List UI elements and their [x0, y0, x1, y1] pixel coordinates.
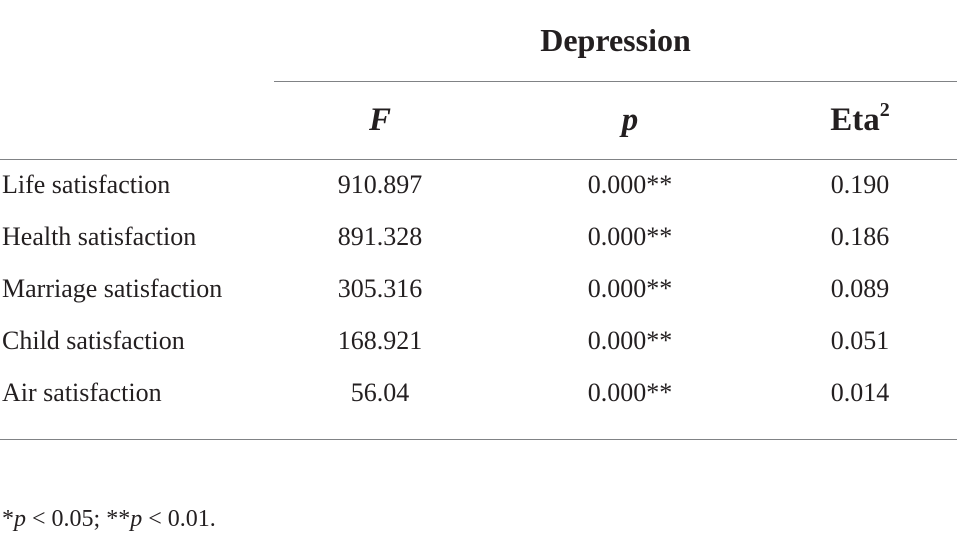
- cell-p: 0.000**: [587, 274, 673, 303]
- table-row: [0, 211, 957, 263]
- footnote-star-2: **: [106, 506, 131, 532]
- cell-f: 168.921: [337, 326, 423, 355]
- column-header-eta-label: Eta: [830, 102, 880, 138]
- cell-f: 891.328: [337, 222, 423, 251]
- cell-f: 305.316: [337, 274, 423, 303]
- table-bottom-rule: [0, 439, 957, 440]
- cell-eta: 0.190: [830, 170, 890, 199]
- cell-p: 0.000**: [587, 378, 673, 407]
- column-header-f-label: F: [368, 102, 391, 138]
- cell-f: 56.04: [350, 378, 410, 407]
- table-group-header: Depression: [540, 22, 691, 58]
- table-row: [0, 263, 957, 315]
- column-header-p-label: p: [621, 102, 639, 138]
- cell-eta: 0.089: [830, 274, 890, 303]
- column-header-eta: [790, 98, 930, 142]
- column-header-p: [560, 98, 700, 142]
- footnote-p-1: p: [14, 506, 26, 532]
- footnote-threshold-2: < 0.01.: [142, 506, 216, 532]
- cell-f: 910.897: [337, 170, 423, 199]
- row-label: Child satisfaction: [2, 326, 185, 355]
- row-label: Marriage satisfaction: [2, 274, 223, 303]
- table-row: [0, 315, 957, 367]
- table-row: [0, 159, 957, 211]
- column-header-eta-superscript: 2: [879, 99, 890, 121]
- cell-p: 0.000**: [587, 222, 673, 251]
- footnote-p-2: p: [130, 506, 143, 532]
- cell-p: 0.000**: [587, 326, 673, 355]
- cell-p: 0.000**: [587, 170, 673, 199]
- footnote-threshold-1: < 0.05;: [26, 506, 107, 532]
- column-header-f: [310, 98, 450, 142]
- header-top-rule: [274, 81, 957, 82]
- cell-eta: 0.051: [830, 326, 890, 355]
- row-label: Life satisfaction: [2, 170, 171, 199]
- table-row: [0, 367, 957, 419]
- cell-eta: 0.014: [830, 378, 890, 407]
- cell-eta: 0.186: [830, 222, 890, 251]
- row-label: Health satisfaction: [2, 222, 197, 251]
- footnote-star-1: *: [2, 506, 14, 532]
- row-label: Air satisfaction: [2, 378, 162, 407]
- table-footnote: [2, 501, 216, 537]
